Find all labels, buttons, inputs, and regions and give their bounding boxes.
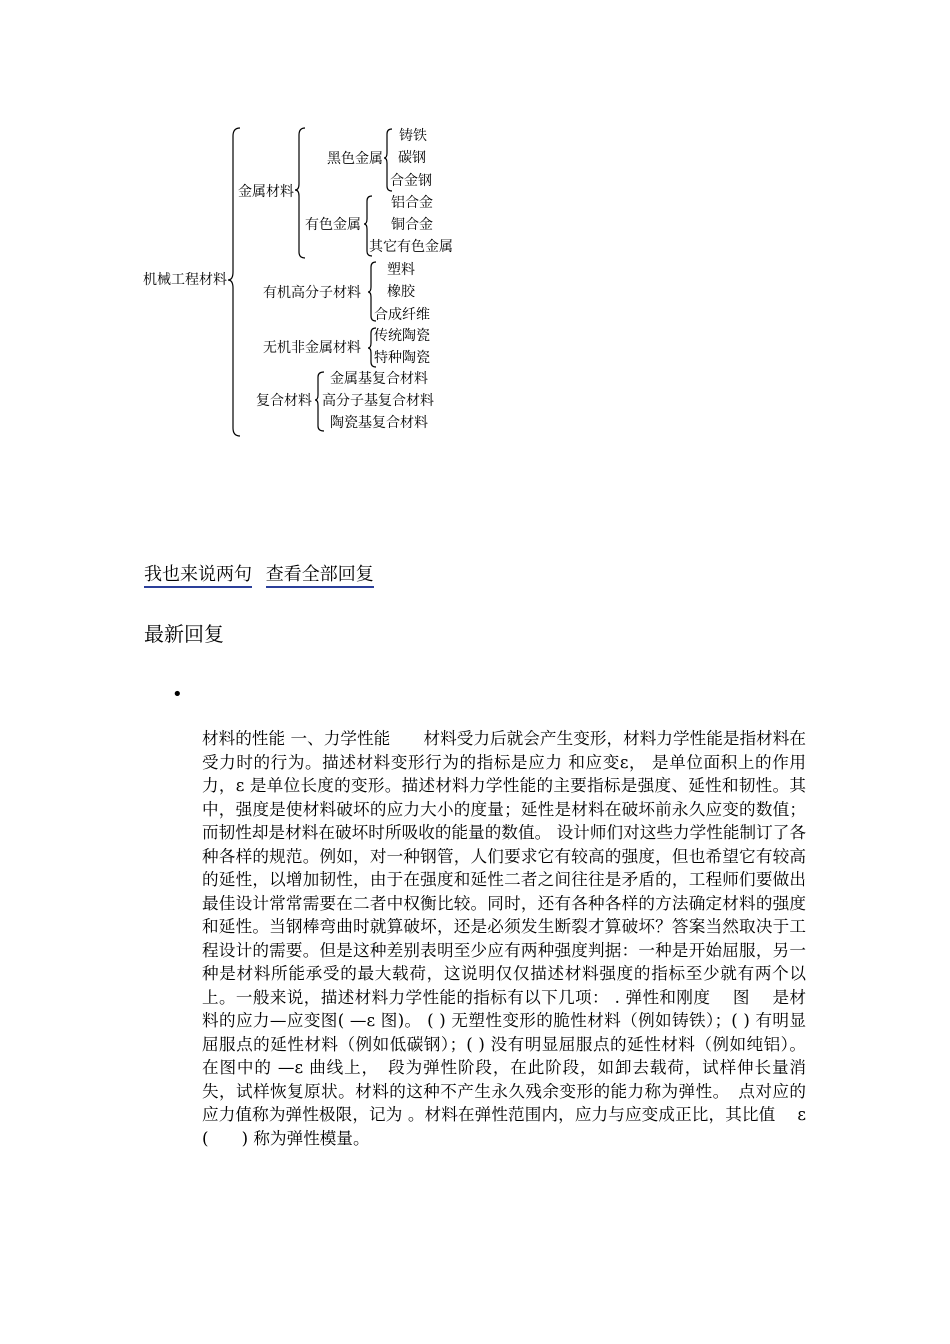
tree-item-alloy-steel: 合金钢 — [390, 173, 432, 189]
list-bullet: • — [172, 684, 183, 705]
tree-root-label: 机械工程材料 — [143, 272, 227, 288]
tree-item-polymer-matrix: 高分子基复合材料 — [322, 393, 434, 409]
tree-nonferrous-label: 有色金属 — [305, 217, 361, 233]
tree-composite-label: 复合材料 — [256, 393, 312, 409]
tree-metal-label: 金属材料 — [238, 184, 294, 200]
tree-item-aluminum-alloy: 铝合金 — [391, 195, 433, 211]
tree-item-plastic: 塑料 — [387, 262, 415, 278]
tree-item-metal-matrix: 金属基复合材料 — [330, 371, 428, 387]
tree-item-copper-alloy: 铜合金 — [391, 217, 433, 233]
tree-item-special-ceramic: 特种陶瓷 — [374, 350, 430, 366]
tree-item-other-nonferrous: 其它有色金属 — [369, 239, 453, 255]
tree-polymer-label: 有机高分子材料 — [263, 285, 361, 301]
tree-braces — [0, 0, 950, 450]
reply-content: 材料的性能 一、力学性能 材料受力后就会产生变形，材料力学性能是指材料在受力时的行为。描述材料变形行为的指标是应力 和应变ε， 是单位面积上的作用力，ε 是单位长度的变形。描述材料力学性能的主要指标是强度、延性和韧性。其中，强度是使材料破坏的应力大小的度量；延性是材料在破坏前永久应变的数值；而韧性却是材料在破坏时所吸收的能量的数值。 设计师们对这些力学性能制订了各种各样的规范。例如，对一种钢管，人们要求它有较高的强度，但也希望它有较高的延性，以增加韧性，由于在强度和延性二者之间往往是矛盾的，工程师们要做出最佳设计常常需要在二者中权衡比较。同时，还有各种各样的方法确定材料的强度和延性。当钢棒弯曲时就算破坏，还是必须发生断裂才算破坏？答案当然取决于工程设计的需要。但是这种差别表明至少应有两种强度判据：一种是开始屈服，另一种是材料所能承受的最大载荷，这说明仅仅描述材料强度的指标至少就有两个以上。一般来说，描述材料力学性能的指标有以下几项： . 弹性和刚度 图 是材料的应力—应变图( —ε 图)。 ( ) 无塑性变形的脆性材料（例如铸铁）；( ) 有明显屈服点的延性材料（例如低碳钢）；( ) 没有明显屈服点的延性材料（例如纯铝）。在图中的 —ε 曲线上， 段为弹性阶段，在此阶段，如卸去载荷，试样伸长量消失，试样恢复原状。材料的这种不产生永久残余变形的能力称为弹性。 点对应的应力值称为弹性极限，记为 。材料在弹性范围内，应力与应变成正比，其比值 ε ( ) 称为弹性模量。 — [202, 729, 806, 1148]
view-all-replies-link[interactable]: 查看全部回复 — [266, 564, 374, 588]
reply-links — [144, 560, 382, 586]
tree-ceramic-label: 无机非金属材料 — [263, 340, 361, 356]
metal-brace — [295, 128, 305, 258]
latest-replies-heading: 最新回复 — [144, 622, 224, 646]
material-classification-tree — [0, 0, 950, 450]
tree-item-cast-iron: 铸铁 — [399, 128, 427, 144]
tree-item-traditional-ceramic: 传统陶瓷 — [374, 328, 430, 344]
root-brace — [228, 128, 240, 436]
tree-item-synthetic-fiber: 合成纤维 — [374, 307, 430, 323]
say-something-link[interactable]: 我也来说两句 — [144, 564, 252, 588]
tree-ferrous-label: 黑色金属 — [327, 151, 383, 167]
tree-item-ceramic-matrix: 陶瓷基复合材料 — [330, 415, 428, 431]
tree-item-rubber: 橡胶 — [387, 284, 415, 300]
tree-item-carbon-steel: 碳钢 — [398, 150, 426, 166]
